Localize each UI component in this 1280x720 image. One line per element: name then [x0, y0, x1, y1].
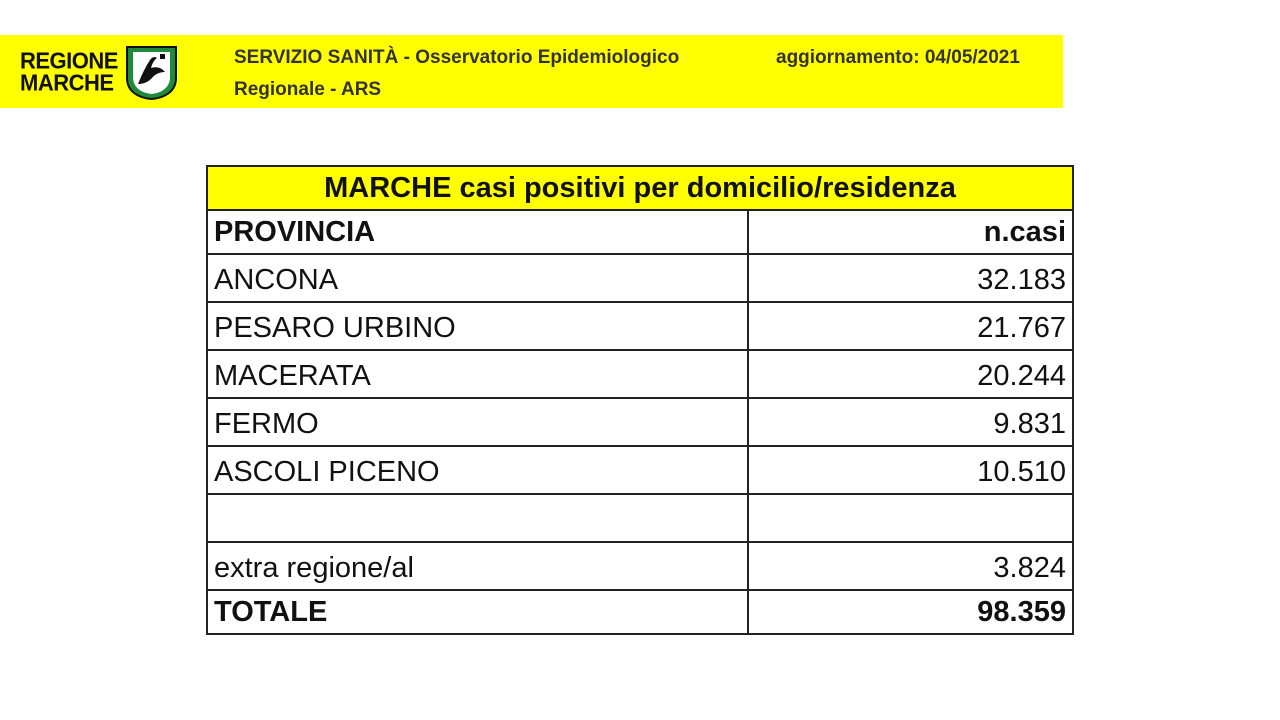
logo-text	[20, 47, 118, 96]
case-count: 32.183	[748, 254, 1073, 302]
province-name: PESARO URBINO	[207, 302, 748, 350]
table-row	[207, 542, 1073, 590]
province-name: ASCOLI PICENO	[207, 446, 748, 494]
update-date: aggiornamento: 04/05/2021	[776, 47, 1020, 68]
table-row	[207, 302, 1073, 350]
table-row	[207, 350, 1073, 398]
table-row	[207, 254, 1073, 302]
col-casi-header: n.casi	[748, 210, 1073, 254]
case-count: 20.244	[748, 350, 1073, 398]
service-line-1: SERVIZIO SANITÀ - Osservatorio Epidemiologico	[234, 47, 680, 68]
province-name: extra regione/al	[207, 542, 748, 590]
table-row-empty	[207, 494, 1073, 542]
table-row	[207, 446, 1073, 494]
table-title: MARCHE casi positivi per domicilio/residenza	[207, 166, 1073, 210]
cases-table	[206, 165, 1074, 635]
regione-marche-logo	[20, 44, 179, 100]
table-header-row	[207, 210, 1073, 254]
table-title-row	[207, 166, 1073, 210]
service-line-2: Regionale - ARS	[234, 79, 382, 100]
case-count: 10.510	[748, 446, 1073, 494]
coat-of-arms-icon	[124, 44, 179, 100]
province-name: FERMO	[207, 398, 748, 446]
case-count	[748, 494, 1073, 542]
total-label: TOTALE	[207, 590, 748, 634]
service-title	[234, 42, 679, 106]
logo-line-2: MARCHE	[20, 69, 114, 96]
case-count: 3.824	[748, 542, 1073, 590]
total-value: 98.359	[748, 590, 1073, 634]
province-name: MACERATA	[207, 350, 748, 398]
logo-line-1: REGIONE	[20, 47, 118, 74]
table-total-row	[207, 590, 1073, 634]
province-name: ANCONA	[207, 254, 748, 302]
province-name	[207, 494, 748, 542]
case-count: 9.831	[748, 398, 1073, 446]
table-row	[207, 398, 1073, 446]
case-count: 21.767	[748, 302, 1073, 350]
col-provincia-header: PROVINCIA	[207, 210, 748, 254]
header-banner	[0, 35, 1063, 108]
